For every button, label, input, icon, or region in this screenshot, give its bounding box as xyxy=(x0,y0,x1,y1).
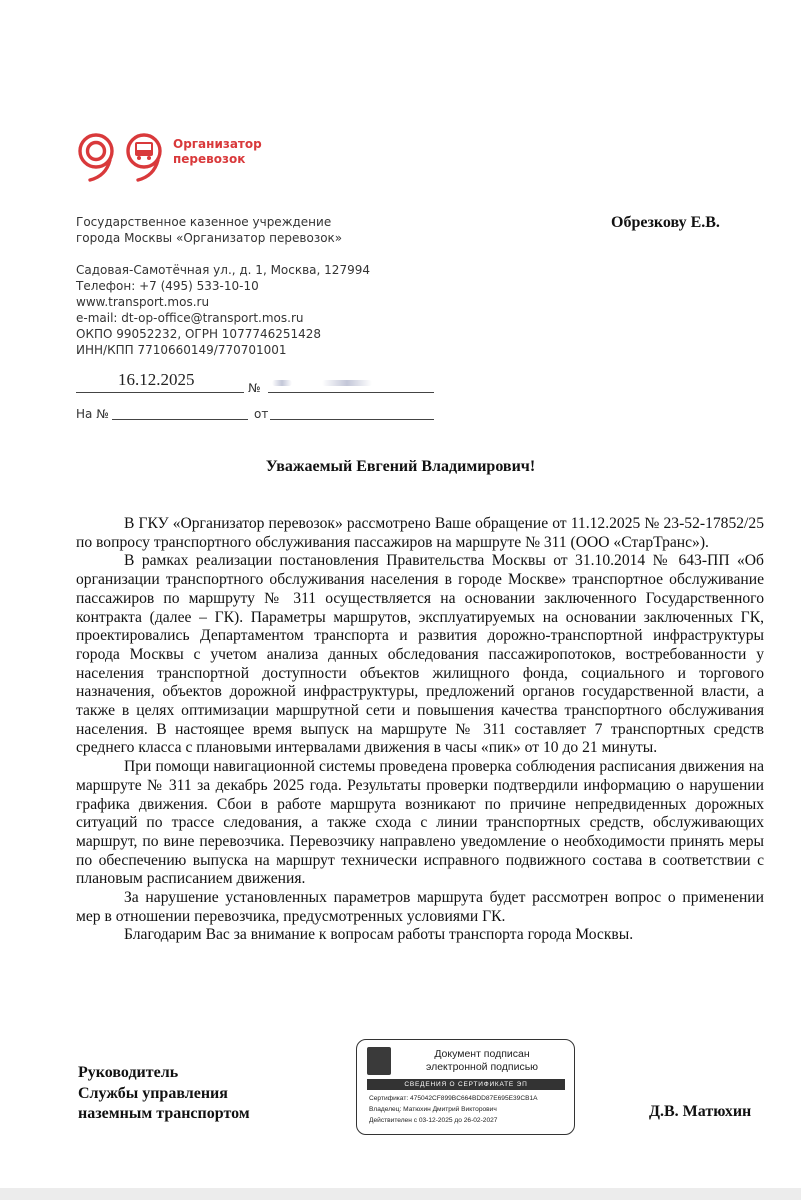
org-name-line-1: Государственное казенное учреждение xyxy=(76,215,332,229)
organization-details xyxy=(76,214,396,358)
org-phone: Телефон: +7 (495) 533-10-10 xyxy=(76,279,259,293)
redacted-number-fragment xyxy=(272,380,292,386)
stamp-owner: Владелец: Матюхин Дмитрий Викторович xyxy=(369,1106,497,1113)
org-address: Садовая-Самотёчная ул., д. 1, Москва, 127994 xyxy=(76,263,370,277)
org-name-line-2: города Москвы «Организатор перевозок» xyxy=(76,231,343,245)
redacted-number-fragment xyxy=(322,380,372,386)
body-paragraph: За нарушение установленных параметров маршрута будет рассмотрен вопрос о применении мер в отношении перевозчика, предусмотренных условиями ГК. xyxy=(76,889,764,925)
org-website: www.transport.mos.ru xyxy=(76,295,210,309)
signatory-title-line-3: наземным транспортом xyxy=(78,1105,250,1122)
moscow-emblem-icon xyxy=(367,1047,391,1075)
stamp-heading-2: электронной подписью xyxy=(425,1061,539,1073)
reply-number-underline xyxy=(112,419,248,420)
stamp-certificate-section: СВЕДЕНИЯ О СЕРТИФИКАТЕ ЭП xyxy=(367,1079,565,1090)
salutation: Уважаемый Евгений Владимирович! xyxy=(265,458,536,475)
signatory-name: Д.В. Матюхин xyxy=(649,1103,752,1120)
signatory-title xyxy=(78,1063,250,1125)
org-inn-kpp: ИНН/КПП 7710660149/770701001 xyxy=(76,343,287,357)
org-email: e-mail: dt-op-office@transport.mos.ru xyxy=(76,311,304,325)
logo-line-1: Организатор xyxy=(173,137,262,151)
number-label: № xyxy=(248,381,261,395)
stamp-heading-1: Документ подписан xyxy=(434,1048,530,1060)
signatory-title-line-1: Руководитель xyxy=(78,1064,179,1081)
org-okpo-ogrn: ОКПО 99052232, ОГРН 1077746251428 xyxy=(76,327,322,341)
letter-body xyxy=(76,515,764,945)
stamp-validity: Действителен с 03-12-2025 до 26-02-2027 xyxy=(369,1117,498,1124)
from-label: от xyxy=(254,407,269,421)
reply-to-label: На № xyxy=(76,407,109,421)
addressee: Обрезкову Е.В. xyxy=(611,214,720,231)
electronic-signature-stamp xyxy=(356,1039,575,1135)
logo-text xyxy=(173,137,262,167)
body-paragraph: Благодарим Вас за внимание к вопросам работы транспорта города Москвы. xyxy=(124,926,634,944)
body-paragraph: В рамках реализации постановления Правительства Москвы от 31.10.2014 № 643-ПП «Об организации транспортного обслуживания населения в городе Москве» транспортное обслуживание пассажиров по маршруту № 311 осуществляется на основании заключенного Государственного контракта (далее – ГК). Параметры маршрутов, эксплуатируемых на основании заключенных ГК, проектировались Департаментом транспорта и развития дорожно-транспортной инфраструктуры города Москвы с учетом анализа данных обследования пассажиропотоков, востребованности у населения транспортной доступности объектов жилищного фонда, социального и торгового назначения, объектов дорожной инфраструктуры, предложений органов государственной власти, а также в целях оптимизации маршрутной сети и повышения качества транспортного обслуживания населения. В настоящее время выпуск на маршруте № 311 составляет 7 транспортных средств среднего класса с плановыми интервалами движения в часы «пик» от 10 до 21 минуты. xyxy=(76,552,764,757)
number-underline xyxy=(268,392,434,393)
date-underline xyxy=(76,392,244,393)
body-paragraph: В ГКУ «Организатор перевозок» рассмотрено Ваше обращение от 11.12.2025 № 23-52-17852/25 по вопросу транспортного обслуживания пассажиров на маршруте № 311 (ООО «СтарТранс»). xyxy=(76,515,764,551)
signatory-title-line-2: Службы управления xyxy=(78,1084,228,1102)
outgoing-date: 16.12.2025 xyxy=(118,370,195,389)
body-paragraph: При помощи навигационной системы проведена проверка соблюдения расписания движения на маршруте № 311 за декабрь 2025 года. Результаты проверки подтвердили информацию о нарушении графика движения. Сбои в работе маршрута возникают по причине непредвиденных дорожных ситуаций по трассе следования, а также схода с линии транспортных средств, обслуживающих маршрут, по вине перевозчика. Перевозчику направлено уведомление о необходимости принять меры по обеспечению выпуска на маршрут технически исправного подвижного состава в соответствии с плановым расписанием движения. xyxy=(76,758,764,888)
reply-date-underline xyxy=(270,419,434,420)
logo-line-2: перевозок xyxy=(173,152,246,166)
stamp-certificate: Сертификат: 475042CF899BC664BDD87E695E39CB1A xyxy=(369,1095,538,1102)
